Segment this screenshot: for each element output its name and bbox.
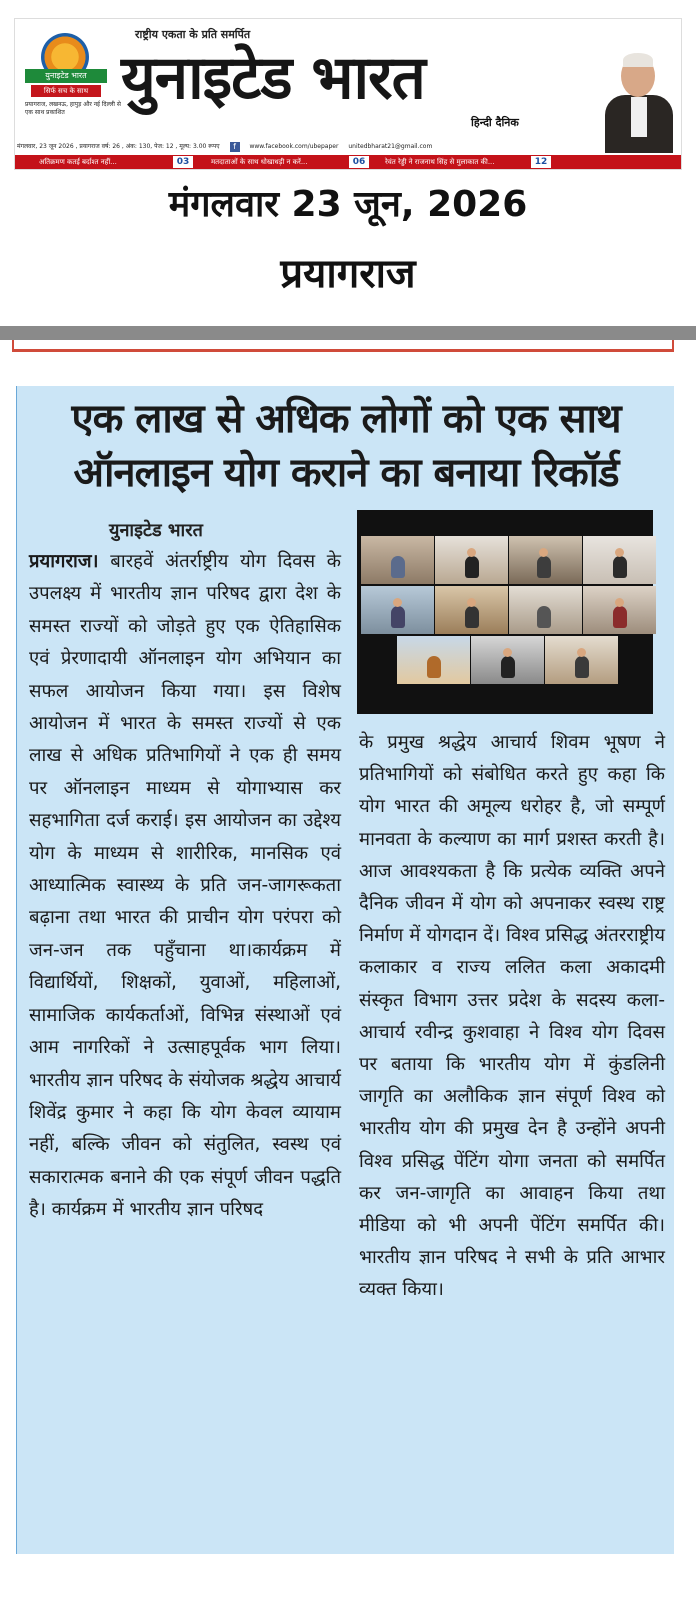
video-tile	[509, 586, 582, 634]
video-tile	[361, 586, 434, 634]
newspaper-name: युनाइटेड भारत	[121, 43, 425, 113]
teaser-text: मतदाताओं के साथ धोखाधड़ी न करें...	[211, 158, 308, 166]
video-tile	[545, 636, 618, 684]
divider	[0, 326, 696, 340]
logo-editions: प्रयागराज, लखनऊ, हापुड़ और नई दिल्ली से एक साथ प्रकाशित	[25, 101, 121, 116]
edition-city: प्रयागराज	[280, 251, 416, 297]
teaser-page-number: 03	[173, 156, 193, 168]
newspaper-subtitle: हिन्दी दैनिक	[471, 116, 519, 129]
headline-line: एक लाख से अधिक लोगों को एक साथ	[71, 396, 621, 442]
headline-line: ऑनलाइन योग कराने का बनाया रिकॉर्ड	[73, 450, 619, 496]
logo-slogan: सिर्फ सच के साथ	[31, 85, 101, 97]
issue-info: मंगलवार, 23 जून 2026 , प्रयागराज वर्ष: 26 , अंक: 130, पेज: 12 , मूल्य: 3.00 रूपए	[17, 143, 220, 150]
article-dateline: प्रयागराज।	[29, 551, 99, 572]
email-address: unitedbharat21@gmail.com	[348, 143, 433, 150]
article-text: बारहवें अंतर्राष्ट्रीय योग दिवस के उपलक्ष्य में भारतीय ज्ञान परिषद द्वारा देश के समस्त राज्यों को जोड़ते हुए एक ऐतिहासिक एवं प्रेरणादायी ऑनलाइन योग अभियान का सफल आयोजन किया गया। इस विशेष आयोजन में भारत के समस्त राज्यों से एक लाख से अधिक प्रतिभागियों ने एक ही समय पर ऑनलाइन माध्यम से योगाभ्यास कर सहभागिता दर्ज कराई। इस आयोजन का उद्देश्य योग के माध्यम से शारीरिक, मानसिक एवं आध्यात्मिक स्वास्थ्य के प्रति जन-जागरूकता बढ़ाना तथा भारत की प्राचीन योग परंपरा को जन-जन तक पहुँचाना था।कार्यक्रम में विद्यार्थियों, शिक्षकों, युवाओं, महिलाओं, सामाजिक कार्यकर्ताओं, विभिन्न संस्थाओं एवं आम नागरिकों ने उत्साहपूर्वक भाग लिया। भारतीय ज्ञान परिषद के संयोजक श्रद्धेय आचार्य शिवेंद्र कुमार ने कहा कि योग केवल व्यायाम नहीं, बल्कि जीवन को संतुलित, स्वस्थ एवं सकारात्मक बनाने की एक संपूर्ण जीवन पद्धति है। कार्यक्रम में भारतीय ज्ञान परिषद	[29, 551, 341, 1221]
article-column-1	[29, 546, 341, 1227]
video-tile	[397, 636, 470, 684]
teaser-text: रेवंत रेड्डी ने राजनाथ सिंह से मुलाकात की...	[385, 158, 495, 166]
facebook-url: www.facebook.com/ubepaper	[249, 143, 339, 150]
video-tile	[471, 636, 544, 684]
article-text: के प्रमुख श्रद्धेय आचार्य शिवम भूषण ने प्रतिभागियों को संबोधित करते हुए कहा कि योग भारत की अमूल्य धरोहर है, जो सम्पूर्ण मानवता के कल्याण का मार्ग प्रशस्त करती है। आज आवश्यकता है कि प्रत्येक व्यक्ति अपने दैनिक जीवन में योग को अपनाकर स्वस्थ राष्ट्र निर्माण में योगदान दें। विश्व प्रसिद्ध अंतरराष्ट्रीय कलाकार व राज्य ललित कला अकादमी संस्कृत विभाग उत्तर प्रदेश के सदस्य कला-आचार्य रवीन्द्र कुशवाहा ने विश्व योग दिवस पर बताया कि भारतीय योग में कुंडलिनी जागृति का अलौकिक ज्ञान संपूर्ण विश्व को भारतीय योग की प्रमुख देन है उन्होंने अपनी विश्व प्रसिद्ध पेंटिंग योगा जनता को समर्पित कर जन-जागृति का आवाहन किया तथा मीडिया को भी अपनी पेंटिंग समर्पित की। भारतीय ज्ञान परिषद ने सभी के प्रति आभार व्यक्त किया।	[359, 732, 665, 1301]
article-headline	[17, 392, 675, 500]
issue-info-bar	[17, 141, 597, 153]
video-tile	[361, 536, 434, 584]
newspaper-masthead	[14, 18, 682, 170]
leader-portrait-photo	[601, 49, 677, 153]
teaser-page-number: 12	[531, 156, 551, 168]
clipping-frame-edge	[12, 340, 674, 352]
video-tile	[509, 536, 582, 584]
teaser-text: अतिक्रमण कतई बर्दाश्त नहीं...	[39, 158, 117, 166]
teaser-page-number: 06	[349, 156, 369, 168]
article-byline: युनाइटेड भारत	[109, 520, 203, 541]
edition-date: मंगलवार 23 जून, 2026	[168, 184, 528, 225]
video-tile	[435, 586, 508, 634]
video-tile	[583, 536, 656, 584]
news-article	[16, 386, 674, 1554]
video-tile	[583, 586, 656, 634]
online-yoga-video-call-photo	[357, 510, 653, 714]
teaser-bar	[15, 155, 681, 169]
article-column-2	[359, 727, 665, 1307]
facebook-icon: f	[230, 142, 240, 152]
logo-ribbon: युनाइटेड भारत	[25, 69, 107, 83]
newspaper-logo	[25, 29, 121, 116]
masthead-tagline: राष्ट्रीय एकता के प्रति समर्पित	[135, 28, 251, 41]
video-tile	[435, 536, 508, 584]
